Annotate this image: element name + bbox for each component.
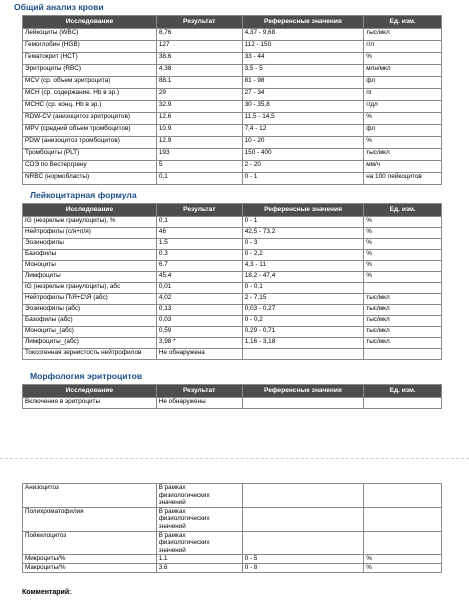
table-cell: В рамках физиологических значений <box>156 531 242 555</box>
table-cell: 10.9 <box>156 125 242 137</box>
table-cell: 0 - 1 <box>242 173 364 185</box>
table-row <box>23 316 442 327</box>
table-cell: 0 - 3 <box>242 239 364 250</box>
table-cell: В рамках физиологических значений <box>156 507 242 531</box>
table-cell: Гемоглобин (HGB) <box>23 41 157 53</box>
table-cell: IG (незрелые гранулоциты), абс <box>23 283 157 294</box>
column-header: Референсные значения <box>242 204 364 217</box>
table-cell: Базофилы (абс) <box>23 316 157 327</box>
column-header: Результат <box>156 16 242 29</box>
table-row <box>23 77 442 89</box>
table-cell <box>364 531 442 555</box>
table-cell: % <box>364 217 442 228</box>
table-row <box>23 531 442 555</box>
table-cell: Моноциты <box>23 261 157 272</box>
table-cell: RDW-CV (анизоцитоз эритроцитов) <box>23 113 157 125</box>
table-header-row <box>23 204 442 217</box>
table-row <box>23 101 442 113</box>
table-cell: NRBC (нормобласты) <box>23 173 157 185</box>
table-cell: г/дл <box>364 101 442 113</box>
table-cell: % <box>364 113 442 125</box>
table-cell: тыс/мкл <box>364 149 442 161</box>
table-cell: 0 - 1 <box>242 217 364 228</box>
table-cell: MCH (ср. содержание. Hb в эр.) <box>23 89 157 101</box>
table-cell: 38,6 <box>156 53 242 65</box>
table-cell: фл <box>364 125 442 137</box>
table-cell: % <box>364 272 442 283</box>
table-cell: Базофилы <box>23 250 157 261</box>
table-cell <box>364 398 442 409</box>
table-cell: 33 - 44 <box>242 53 364 65</box>
column-header: Результат <box>156 385 242 398</box>
table-cell: 0,29 - 0,71 <box>242 327 364 338</box>
table-cell: IG (незрелые гранулоциты), % <box>23 217 157 228</box>
table-cell: Лимфоциты_(абс) <box>23 338 157 349</box>
table-cell: млн/мкл <box>364 65 442 77</box>
column-header: Ед. изм. <box>364 16 442 29</box>
table-cell <box>364 484 442 508</box>
table-cell: 1.5 <box>156 239 242 250</box>
column-header: Ед. изм. <box>364 204 442 217</box>
table-row <box>23 507 442 531</box>
table-cell: пг <box>364 89 442 101</box>
leuko-table <box>22 203 442 360</box>
table-cell: 18,2 - 47,4 <box>242 272 364 283</box>
table-cell: 127 <box>156 41 242 53</box>
column-header: Референсные значения <box>242 16 364 29</box>
table-cell <box>242 398 364 409</box>
table-header-row <box>23 16 442 29</box>
table-row <box>23 283 442 294</box>
table-cell <box>364 507 442 531</box>
table-cell: Нейтрофилы П\Я+С\Я (абс) <box>23 294 157 305</box>
table-cell: 0,59 <box>156 327 242 338</box>
table-cell: 4.38 <box>156 65 242 77</box>
table-row <box>23 239 442 250</box>
table-cell: тыс/мкл <box>364 305 442 316</box>
table-cell: 4,37 - 9,68 <box>242 29 364 41</box>
table-cell: 5 <box>156 161 242 173</box>
table-row <box>23 217 442 228</box>
table-cell: Токсогенная зернистость нейтрофилов <box>23 349 157 360</box>
table-row <box>23 338 442 349</box>
table-cell: Не обнаружены <box>156 398 242 409</box>
table-row <box>23 125 442 137</box>
table-cell: 0 - 8 <box>242 563 364 572</box>
table-cell: тыс/мкл <box>364 327 442 338</box>
table-cell: 1.1 <box>156 555 242 564</box>
table-row <box>23 327 442 338</box>
table-cell: 0,01 <box>156 283 242 294</box>
table-cell: % <box>364 239 442 250</box>
table-cell: % <box>364 250 442 261</box>
table-cell: 42,5 - 73,2 <box>242 228 364 239</box>
table-cell: 0,03 <box>156 316 242 327</box>
table-cell: 0.3 <box>156 250 242 261</box>
table-cell: тыс/мкл <box>364 316 442 327</box>
table-cell: 0 - 0,2 <box>242 316 364 327</box>
table-cell: 7,4 - 12 <box>242 125 364 137</box>
table-cell: 193 <box>156 149 242 161</box>
table-row <box>23 137 442 149</box>
table-cell: Тромбоциты (PLT) <box>23 149 157 161</box>
table-cell: Включения в эритроциты <box>23 398 157 409</box>
table-cell: 0,1 <box>156 173 242 185</box>
column-header: Исследование <box>23 385 157 398</box>
table-cell: % <box>364 53 442 65</box>
table-row <box>23 398 442 409</box>
table-cell: Моноциты_(абс) <box>23 327 157 338</box>
table-cell: 10 - 20 <box>242 137 364 149</box>
table-cell: Пойкилоцитоз <box>23 531 157 555</box>
table-cell <box>364 283 442 294</box>
morph-continued-table <box>22 483 442 573</box>
table-cell: 0 - 5 <box>242 555 364 564</box>
table-cell: 8,76 <box>156 29 242 41</box>
table-cell: 1,16 - 3,18 <box>242 338 364 349</box>
table-cell: 12.6 <box>156 113 242 125</box>
table-cell: Лимфоциты <box>23 272 157 283</box>
table-row <box>23 250 442 261</box>
table-cell: Нейтрофилы (с/я+п/я) <box>23 228 157 239</box>
table-row <box>23 113 442 125</box>
table-cell: 12.9 <box>156 137 242 149</box>
table-cell: 0,03 - 0,27 <box>242 305 364 316</box>
table-cell: 88.1 <box>156 77 242 89</box>
table-cell: 30 - 35,8 <box>242 101 364 113</box>
table-row <box>23 173 442 185</box>
page-break <box>0 458 469 459</box>
table-cell: 81 - 98 <box>242 77 364 89</box>
table-cell: % <box>364 563 442 572</box>
column-header: Исследование <box>23 204 157 217</box>
table-cell: 0,1 <box>156 217 242 228</box>
table-cell: 11,5 - 14,5 <box>242 113 364 125</box>
table-row <box>23 29 442 41</box>
table-cell: % <box>364 555 442 564</box>
column-header: Ед. изм. <box>364 385 442 398</box>
table-row <box>23 149 442 161</box>
column-header: Исследование <box>23 16 157 29</box>
table-cell: 2 - 20 <box>242 161 364 173</box>
table-cell: Гематокрит (HCT) <box>23 53 157 65</box>
table-row <box>23 53 442 65</box>
table-cell: 150 - 400 <box>242 149 364 161</box>
table-cell: MPV (средний объем тромбоцитов) <box>23 125 157 137</box>
table-cell: 45.4 <box>156 272 242 283</box>
morph-table <box>22 384 442 409</box>
table-cell: 4,02 <box>156 294 242 305</box>
table-cell: 32.9 <box>156 101 242 113</box>
table-cell: 46 <box>156 228 242 239</box>
table-cell: 29 <box>156 89 242 101</box>
table-row <box>23 484 442 508</box>
column-header: Результат <box>156 204 242 217</box>
table-cell: % <box>364 261 442 272</box>
table-row <box>23 294 442 305</box>
table-row <box>23 228 442 239</box>
table-cell: СОЭ по Вестергрену <box>23 161 157 173</box>
table-cell: 27 - 34 <box>242 89 364 101</box>
table-cell <box>242 484 364 508</box>
table-cell: PDW (анизоцитоз тромбоцитов) <box>23 137 157 149</box>
table-cell: MCV (ср. объем эритроцита) <box>23 77 157 89</box>
table-cell <box>364 349 442 360</box>
table-cell: Макроциты/% <box>23 563 157 572</box>
table-cell: 0 - 2,2 <box>242 250 364 261</box>
table-row <box>23 555 442 564</box>
table-cell: Эозинофилы (абс) <box>23 305 157 316</box>
leuko-title: Лейкоцитарная формула <box>30 190 137 200</box>
table-cell: 6.7 <box>156 261 242 272</box>
table-cell: тыс/мкл <box>364 294 442 305</box>
table-cell: % <box>364 228 442 239</box>
table-row <box>23 305 442 316</box>
table-cell: 3,98 * <box>156 338 242 349</box>
table-cell: Лейкоциты (WBC) <box>23 29 157 41</box>
table-cell: 3.6 <box>156 563 242 572</box>
table-cell: на 100 лейкоцитов <box>364 173 442 185</box>
table-row <box>23 261 442 272</box>
table-cell: 112 - 150 <box>242 41 364 53</box>
table-cell: Не обнаружена <box>156 349 242 360</box>
morph-title: Морфология эритроцитов <box>30 371 143 381</box>
comment-label: Комментарий: <box>22 589 72 596</box>
table-cell: Полихроматофилия <box>23 507 157 531</box>
table-row <box>23 65 442 77</box>
table-cell <box>242 531 364 555</box>
table-cell: 0 - 0,1 <box>242 283 364 294</box>
table-row <box>23 89 442 101</box>
table-cell: MCHC (ср. конц. Hb в эр.) <box>23 101 157 113</box>
table-cell: Эритроциты (RBC) <box>23 65 157 77</box>
table-cell: % <box>364 137 442 149</box>
table-cell: фл <box>364 77 442 89</box>
table-cell: тыс/мкл <box>364 338 442 349</box>
table-cell: тыс/мкл <box>364 29 442 41</box>
table-cell: 2 - 7,15 <box>242 294 364 305</box>
column-header: Референсные значения <box>242 385 364 398</box>
table-row <box>23 563 442 572</box>
table-cell: мм/ч <box>364 161 442 173</box>
table-cell: В рамках физиологических значений <box>156 484 242 508</box>
table-cell: Микроциты/% <box>23 555 157 564</box>
table-cell <box>242 349 364 360</box>
table-cell: г/л <box>364 41 442 53</box>
table-cell: 3,5 - 5 <box>242 65 364 77</box>
table-header-row <box>23 385 442 398</box>
table-cell: Эозинофилы <box>23 239 157 250</box>
table-row <box>23 272 442 283</box>
table-row <box>23 349 442 360</box>
table-cell: 4,3 - 11 <box>242 261 364 272</box>
table-cell: Анизоцитоз <box>23 484 157 508</box>
table-row <box>23 161 442 173</box>
cbc-table <box>22 15 442 185</box>
cbc-title: Общий анализ крови <box>14 2 104 12</box>
table-cell: 0,13 <box>156 305 242 316</box>
table-row <box>23 41 442 53</box>
table-cell <box>242 507 364 531</box>
